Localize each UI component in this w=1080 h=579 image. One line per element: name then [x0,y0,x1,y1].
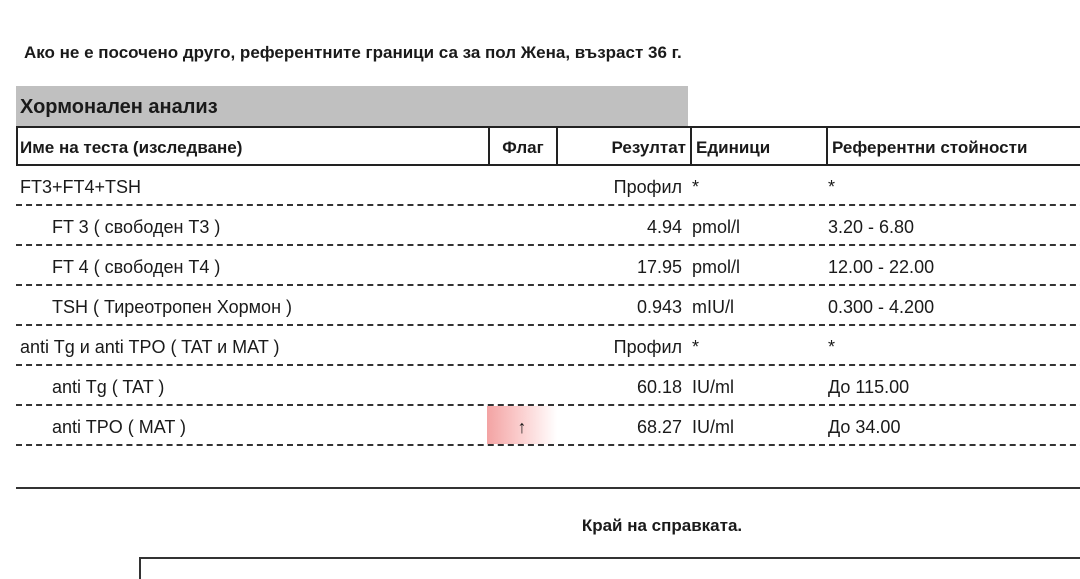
reference-value: 3.20 - 6.80 [828,217,915,237]
units-value: pmol/l [692,217,741,237]
flag-cell [487,366,557,404]
bottom-box [139,557,1080,579]
result-value: Профил [613,337,682,357]
result-value: 60.18 [636,377,682,397]
table-row [16,406,1080,446]
end-divider [16,487,1080,489]
flag-cell [487,286,557,324]
flag-cell [487,326,557,364]
reference-note: Ако не е посочено друго, референтните граници са за пол Жена, възраст 36 г. [24,43,682,62]
units-value: mIU/l [692,297,734,317]
table-header-row [16,126,1080,166]
table-row [16,206,1080,246]
section-header: Хормонален анализ [16,86,688,126]
test-name: FT 4 ( свободен Т4 ) [52,257,221,277]
table-row [16,326,1080,366]
flag-high-arrow-icon: ↑ [487,406,557,444]
test-name: FT 3 ( свободен Т3 ) [52,217,221,237]
reference-value: До 115.00 [828,377,910,397]
test-name: anti Tg и anti TPO ( TAT и MAT ) [20,337,280,357]
results-table [16,126,1080,446]
result-value: 4.94 [646,217,682,237]
header-test-name: Име на теста (изследване) [20,138,243,157]
reference-value: До 34.00 [828,417,901,437]
flag-cell [487,206,557,244]
units-value: IU/ml [692,377,734,397]
test-name: TSH ( Тиреотропен Хормон ) [52,297,293,317]
units-value: * [692,337,700,357]
result-value: 0.943 [636,297,682,317]
header-result: Резултат [556,128,690,164]
reference-value: * [828,177,836,197]
test-name: anti TPO ( MAT ) [52,417,187,437]
header-flag: Флаг [488,128,556,164]
flag-cell [487,246,557,284]
units-value: pmol/l [692,257,741,277]
table-row [16,286,1080,326]
reference-value: 12.00 - 22.00 [828,257,935,277]
end-of-report-text: Край на справката. [581,516,743,535]
flag-cell [487,166,557,204]
units-value: * [692,177,700,197]
test-name: anti Tg ( TAT ) [52,377,165,397]
table-row [16,166,1080,206]
reference-value: 0.300 - 4.200 [828,297,935,317]
header-units: Единици [690,128,826,164]
reference-value: * [828,337,836,357]
result-value: 68.27 [636,417,682,437]
result-value: Профил [613,177,682,197]
table-row [16,246,1080,286]
units-value: IU/ml [692,417,734,437]
result-value: 17.95 [636,257,682,277]
test-name: FT3+FT4+TSH [20,177,142,197]
header-reference: Референтни стойности [826,128,1080,164]
table-row [16,366,1080,406]
